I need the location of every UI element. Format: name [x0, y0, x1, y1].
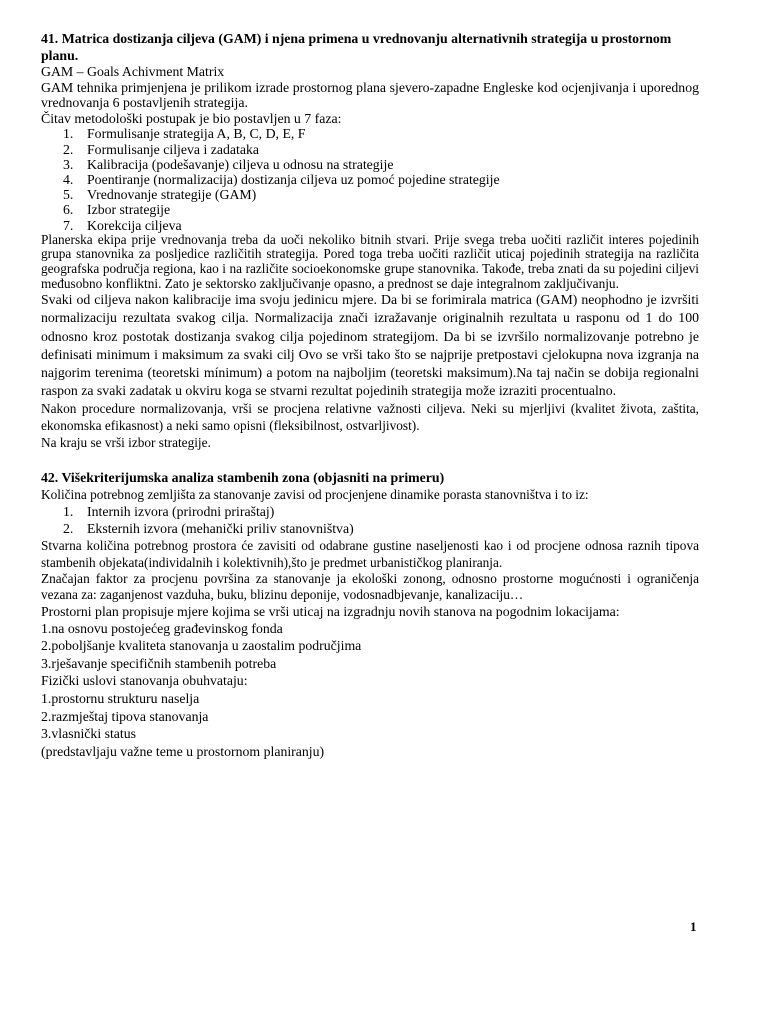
- conditions-intro: Fizički uslovi stanovanja obuhvataju:: [41, 673, 248, 689]
- section-41-heading: 41. Matrica dostizanja ciljeva (GAM) i njena primena u vrednovanju alternativnih strategija u prostornom planu.: [41, 31, 672, 63]
- document-page: [41, 30, 699, 760]
- closing-note: (predstavljaju važne teme u prostornom planiranju): [41, 743, 325, 759]
- section-41-paragraph-3: Nakon procedure normalizovanja, vrši se procjena relativne važnosti ciljeva. Neki su mjerljivi (kvalitet života, zaštita, ekonomska efikasnost) a neki samo opisni (fleksibilnost, ostvarljivost).: [41, 401, 699, 434]
- list-item: 7. Korekcija ciljeva: [63, 217, 182, 233]
- list-item: 2. Eksternih izvora (mehanički priliv stanovništva): [63, 521, 354, 537]
- list-item: 4. Poentiranje (normalizacija) dostizanja ciljeva uz pomoć pojedine strategije: [63, 171, 500, 187]
- section-42-heading: 42. Višekriterijumska analiza stambenih zona (objasniti na primeru): [41, 470, 445, 486]
- page-number: 1: [690, 919, 697, 934]
- section-gap: [41, 451, 699, 469]
- list-item: 1. Formulisanje strategija A, B, C, D, E, F: [63, 126, 306, 142]
- condition-item-2: 2.razmještaj tipova stanovanja: [41, 708, 209, 724]
- list-item: 2. Formulisanje ciljeva i zadataka: [63, 141, 260, 157]
- phases-intro: Čitav metodološki postupak je bio postavljen u 7 faza:: [41, 110, 342, 126]
- measure-item-1: 1.na osnovu postojećeg građevinskog fonda: [41, 620, 283, 636]
- list-item: 3. Kalibracija (podešavanje) ciljeva u odnosu na strategije: [63, 156, 394, 172]
- section-41-paragraph-1: Planerska ekipa prije vrednovanja treba da uoči nekoliko bitnih stvari. Prije svega treba uočiti različit interes pojedinih grupa stanovnika za posljedice različitih strategija. Pored toga treba uočiti različit uticaj pojedinih strategija na različita geografska područja regiona, kao i na različite socioekonomske grupe stanovnika. Takođe, treba znati da su pojedini ciljevi međusobno konfliktni. Zato je sektorsko zaključivanje opasno, a prednost se daje integralnom zaključivanju.: [41, 231, 699, 291]
- list-item: 6. Izbor strategije: [63, 202, 171, 218]
- condition-item-1: 1.prostornu strukturu naselja: [41, 690, 200, 706]
- section-42-paragraph-3: Prostorni plan propisuje mjere kojima se vrši uticaj na izgradnju novih stanova na pogodnim lokacijama:: [41, 603, 620, 619]
- section-42-intro: Količina potrebnog zemljišta za stanovanje zavisi od procjenjene dinamike porasta stanovništva i to iz:: [41, 487, 589, 503]
- measure-item-3: 3.rješavanje specifičnih stambenih potreba: [41, 655, 277, 671]
- list-item: 5. Vrednovanje strategije (GAM): [63, 187, 257, 203]
- sources-list: [41, 503, 699, 537]
- phases-list: [41, 126, 699, 232]
- section-42-paragraph-2: Značajan faktor za procjenu površina za stanovanje ja ekološki zonong, odnosno prostorne mogućnosti i ograničenja vezana za: zaganjenost vazduha, buku, blizinu deponije, vodosnadbjevanje, kanalizaciju…: [41, 571, 699, 602]
- section-41-intro: GAM tehnika primjenjena je prilikom izrade prostornog plana sjevero-zapadne Engleske kod ocjenjivanja i uporednog vrednovanja 6 postavljenih strategija.: [41, 79, 699, 111]
- measure-item-2: 2.poboljšanje kvaliteta stanovanja u zaostalim područjima: [41, 638, 362, 654]
- condition-item-3: 3.vlasnički status: [41, 726, 137, 742]
- section-41-subtitle: GAM – Goals Achivment Matrix: [41, 64, 225, 79]
- section-41-paragraph-2: Svaki od ciljeva nakon kalibracije ima svoju jedinicu mjere. Da bi se forimirala matrica (GAM) neophodno je izvršiti normalizaciju rezultata svakog cilja. Normalizacija znači izražavanje originalnih rezultata u rasponu od 1 do 100 odnosno kroz postotak dostizanja svakog cilja pojedinom strategijom. Da bi se izvršilo normalizovanje potrebno je definisati minimum i maksimum za svaki cilj Ovo se vrši tako što se najprije pretpostavi cjelokupna nova izgranja na najgorim terenima (teoretski mínimum) a potom na najboljim (teoretski maksimum).Na taj način se dobija regionalni raspon za svaki zadatak u okviru koga se stvarni rezultat pojedinih strategija može izraziti procentualno.: [41, 292, 699, 399]
- section-42-paragraph-1: Stvarna količina potrebnog prostora će zavisiti od odabrane gustine naseljenosti kao i od procjene odnosa raznih tipova stambenih objekata(individalnih i kolektivnih),što je predmet urbanističkog planiranja.: [41, 538, 699, 571]
- list-item: 1. Internih izvora (prirodni priraštaj): [63, 504, 275, 520]
- section-41-paragraph-4: Na kraju se vrši izbor strategije.: [41, 435, 211, 451]
